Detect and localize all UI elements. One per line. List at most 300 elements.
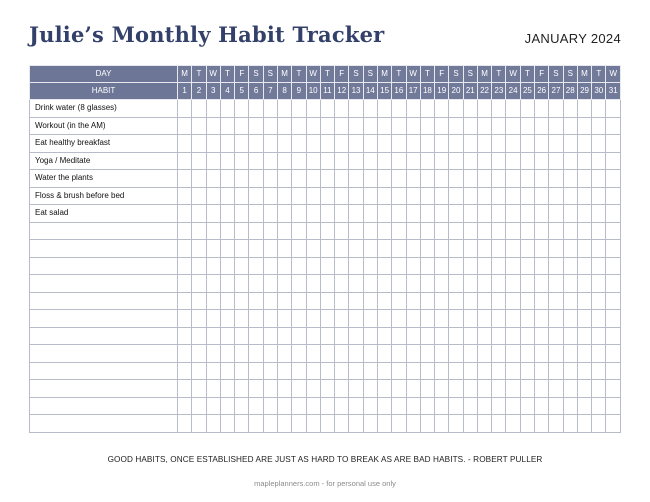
checkbox-cell[interactable] [477, 170, 491, 188]
checkbox-cell[interactable] [520, 380, 534, 398]
checkbox-cell[interactable] [263, 257, 277, 275]
checkbox-cell[interactable] [592, 240, 606, 258]
checkbox-cell[interactable] [606, 257, 621, 275]
checkbox-cell[interactable] [406, 275, 420, 293]
checkbox-cell[interactable] [549, 222, 563, 240]
checkbox-cell[interactable] [320, 397, 334, 415]
checkbox-cell[interactable] [535, 222, 549, 240]
checkbox-cell[interactable] [563, 187, 577, 205]
checkbox-cell[interactable] [577, 240, 591, 258]
checkbox-cell[interactable] [449, 240, 463, 258]
checkbox-cell[interactable] [320, 240, 334, 258]
checkbox-cell[interactable] [363, 415, 377, 433]
checkbox-cell[interactable] [549, 100, 563, 118]
checkbox-cell[interactable] [335, 135, 349, 153]
checkbox-cell[interactable] [320, 362, 334, 380]
checkbox-cell[interactable] [320, 257, 334, 275]
checkbox-cell[interactable] [220, 205, 234, 223]
checkbox-cell[interactable] [435, 345, 449, 363]
checkbox-cell[interactable] [492, 397, 506, 415]
checkbox-cell[interactable] [178, 257, 192, 275]
checkbox-cell[interactable] [506, 362, 520, 380]
checkbox-cell[interactable] [520, 187, 534, 205]
checkbox-cell[interactable] [220, 257, 234, 275]
checkbox-cell[interactable] [320, 275, 334, 293]
checkbox-cell[interactable] [206, 292, 220, 310]
checkbox-cell[interactable] [477, 345, 491, 363]
checkbox-cell[interactable] [277, 135, 291, 153]
checkbox-cell[interactable] [335, 222, 349, 240]
checkbox-cell[interactable] [263, 205, 277, 223]
habit-name-cell[interactable] [30, 310, 178, 328]
checkbox-cell[interactable] [192, 327, 206, 345]
checkbox-cell[interactable] [592, 275, 606, 293]
checkbox-cell[interactable] [477, 327, 491, 345]
checkbox-cell[interactable] [592, 152, 606, 170]
checkbox-cell[interactable] [249, 345, 263, 363]
checkbox-cell[interactable] [178, 345, 192, 363]
checkbox-cell[interactable] [549, 117, 563, 135]
checkbox-cell[interactable] [449, 397, 463, 415]
checkbox-cell[interactable] [492, 275, 506, 293]
checkbox-cell[interactable] [220, 362, 234, 380]
checkbox-cell[interactable] [178, 292, 192, 310]
checkbox-cell[interactable] [320, 152, 334, 170]
checkbox-cell[interactable] [435, 187, 449, 205]
checkbox-cell[interactable] [606, 310, 621, 328]
checkbox-cell[interactable] [292, 117, 306, 135]
checkbox-cell[interactable] [477, 205, 491, 223]
checkbox-cell[interactable] [549, 310, 563, 328]
checkbox-cell[interactable] [563, 275, 577, 293]
checkbox-cell[interactable] [435, 380, 449, 398]
checkbox-cell[interactable] [178, 327, 192, 345]
checkbox-cell[interactable] [192, 152, 206, 170]
checkbox-cell[interactable] [435, 397, 449, 415]
checkbox-cell[interactable] [449, 222, 463, 240]
checkbox-cell[interactable] [577, 275, 591, 293]
checkbox-cell[interactable] [377, 117, 391, 135]
checkbox-cell[interactable] [220, 415, 234, 433]
checkbox-cell[interactable] [206, 100, 220, 118]
checkbox-cell[interactable] [492, 100, 506, 118]
checkbox-cell[interactable] [435, 135, 449, 153]
checkbox-cell[interactable] [506, 240, 520, 258]
checkbox-cell[interactable] [392, 152, 406, 170]
checkbox-cell[interactable] [592, 170, 606, 188]
checkbox-cell[interactable] [363, 257, 377, 275]
checkbox-cell[interactable] [420, 397, 434, 415]
checkbox-cell[interactable] [420, 257, 434, 275]
checkbox-cell[interactable] [420, 100, 434, 118]
checkbox-cell[interactable] [220, 345, 234, 363]
checkbox-cell[interactable] [335, 205, 349, 223]
checkbox-cell[interactable] [335, 362, 349, 380]
checkbox-cell[interactable] [277, 152, 291, 170]
checkbox-cell[interactable] [420, 415, 434, 433]
checkbox-cell[interactable] [292, 205, 306, 223]
checkbox-cell[interactable] [349, 100, 363, 118]
checkbox-cell[interactable] [306, 117, 320, 135]
checkbox-cell[interactable] [263, 152, 277, 170]
checkbox-cell[interactable] [492, 135, 506, 153]
checkbox-cell[interactable] [463, 292, 477, 310]
checkbox-cell[interactable] [235, 397, 249, 415]
checkbox-cell[interactable] [220, 380, 234, 398]
checkbox-cell[interactable] [406, 380, 420, 398]
checkbox-cell[interactable] [292, 187, 306, 205]
checkbox-cell[interactable] [363, 345, 377, 363]
checkbox-cell[interactable] [320, 292, 334, 310]
checkbox-cell[interactable] [235, 275, 249, 293]
checkbox-cell[interactable] [563, 362, 577, 380]
checkbox-cell[interactable] [535, 117, 549, 135]
checkbox-cell[interactable] [306, 135, 320, 153]
checkbox-cell[interactable] [235, 310, 249, 328]
checkbox-cell[interactable] [349, 187, 363, 205]
checkbox-cell[interactable] [392, 327, 406, 345]
checkbox-cell[interactable] [292, 240, 306, 258]
habit-name-cell[interactable] [30, 205, 178, 223]
checkbox-cell[interactable] [377, 100, 391, 118]
checkbox-cell[interactable] [577, 117, 591, 135]
checkbox-cell[interactable] [249, 327, 263, 345]
checkbox-cell[interactable] [249, 205, 263, 223]
checkbox-cell[interactable] [520, 397, 534, 415]
checkbox-cell[interactable] [206, 170, 220, 188]
checkbox-cell[interactable] [292, 397, 306, 415]
checkbox-cell[interactable] [263, 170, 277, 188]
checkbox-cell[interactable] [192, 275, 206, 293]
habit-name-cell[interactable] [30, 415, 178, 433]
checkbox-cell[interactable] [449, 327, 463, 345]
checkbox-cell[interactable] [435, 362, 449, 380]
checkbox-cell[interactable] [520, 100, 534, 118]
checkbox-cell[interactable] [535, 100, 549, 118]
checkbox-cell[interactable] [577, 310, 591, 328]
checkbox-cell[interactable] [363, 275, 377, 293]
checkbox-cell[interactable] [463, 170, 477, 188]
checkbox-cell[interactable] [277, 275, 291, 293]
checkbox-cell[interactable] [535, 275, 549, 293]
checkbox-cell[interactable] [349, 152, 363, 170]
checkbox-cell[interactable] [277, 100, 291, 118]
checkbox-cell[interactable] [449, 275, 463, 293]
checkbox-cell[interactable] [363, 397, 377, 415]
checkbox-cell[interactable] [535, 257, 549, 275]
checkbox-cell[interactable] [520, 240, 534, 258]
checkbox-cell[interactable] [249, 380, 263, 398]
checkbox-cell[interactable] [420, 275, 434, 293]
checkbox-cell[interactable] [235, 345, 249, 363]
checkbox-cell[interactable] [335, 152, 349, 170]
checkbox-cell[interactable] [477, 380, 491, 398]
checkbox-cell[interactable] [406, 327, 420, 345]
checkbox-cell[interactable] [277, 257, 291, 275]
checkbox-cell[interactable] [349, 380, 363, 398]
checkbox-cell[interactable] [606, 222, 621, 240]
checkbox-cell[interactable] [349, 397, 363, 415]
checkbox-cell[interactable] [563, 170, 577, 188]
checkbox-cell[interactable] [277, 310, 291, 328]
checkbox-cell[interactable] [235, 380, 249, 398]
checkbox-cell[interactable] [463, 397, 477, 415]
checkbox-cell[interactable] [549, 205, 563, 223]
checkbox-cell[interactable] [277, 205, 291, 223]
checkbox-cell[interactable] [306, 380, 320, 398]
checkbox-cell[interactable] [192, 257, 206, 275]
checkbox-cell[interactable] [420, 117, 434, 135]
checkbox-cell[interactable] [192, 362, 206, 380]
checkbox-cell[interactable] [420, 362, 434, 380]
checkbox-cell[interactable] [606, 170, 621, 188]
checkbox-cell[interactable] [377, 362, 391, 380]
checkbox-cell[interactable] [506, 310, 520, 328]
checkbox-cell[interactable] [435, 222, 449, 240]
checkbox-cell[interactable] [592, 362, 606, 380]
checkbox-cell[interactable] [477, 415, 491, 433]
checkbox-cell[interactable] [206, 257, 220, 275]
checkbox-cell[interactable] [277, 187, 291, 205]
checkbox-cell[interactable] [506, 380, 520, 398]
checkbox-cell[interactable] [492, 292, 506, 310]
checkbox-cell[interactable] [549, 240, 563, 258]
checkbox-cell[interactable] [235, 292, 249, 310]
checkbox-cell[interactable] [363, 187, 377, 205]
checkbox-cell[interactable] [592, 222, 606, 240]
checkbox-cell[interactable] [206, 152, 220, 170]
checkbox-cell[interactable] [320, 117, 334, 135]
checkbox-cell[interactable] [235, 170, 249, 188]
checkbox-cell[interactable] [406, 100, 420, 118]
checkbox-cell[interactable] [263, 397, 277, 415]
checkbox-cell[interactable] [377, 240, 391, 258]
checkbox-cell[interactable] [306, 257, 320, 275]
checkbox-cell[interactable] [292, 222, 306, 240]
checkbox-cell[interactable] [477, 257, 491, 275]
checkbox-cell[interactable] [492, 380, 506, 398]
checkbox-cell[interactable] [577, 187, 591, 205]
checkbox-cell[interactable] [406, 170, 420, 188]
checkbox-cell[interactable] [292, 292, 306, 310]
checkbox-cell[interactable] [592, 100, 606, 118]
checkbox-cell[interactable] [277, 170, 291, 188]
habit-name-cell[interactable] [30, 345, 178, 363]
habit-name-cell[interactable] [30, 397, 178, 415]
checkbox-cell[interactable] [192, 135, 206, 153]
checkbox-cell[interactable] [577, 327, 591, 345]
checkbox-cell[interactable] [463, 152, 477, 170]
checkbox-cell[interactable] [235, 222, 249, 240]
checkbox-cell[interactable] [377, 345, 391, 363]
checkbox-cell[interactable] [377, 187, 391, 205]
checkbox-cell[interactable] [220, 292, 234, 310]
checkbox-cell[interactable] [206, 205, 220, 223]
checkbox-cell[interactable] [520, 275, 534, 293]
checkbox-cell[interactable] [178, 415, 192, 433]
checkbox-cell[interactable] [235, 327, 249, 345]
checkbox-cell[interactable] [235, 187, 249, 205]
checkbox-cell[interactable] [492, 205, 506, 223]
checkbox-cell[interactable] [406, 292, 420, 310]
checkbox-cell[interactable] [235, 100, 249, 118]
checkbox-cell[interactable] [535, 310, 549, 328]
checkbox-cell[interactable] [192, 310, 206, 328]
checkbox-cell[interactable] [606, 135, 621, 153]
checkbox-cell[interactable] [263, 135, 277, 153]
checkbox-cell[interactable] [577, 292, 591, 310]
checkbox-cell[interactable] [449, 292, 463, 310]
checkbox-cell[interactable] [549, 415, 563, 433]
checkbox-cell[interactable] [363, 292, 377, 310]
checkbox-cell[interactable] [577, 170, 591, 188]
habit-name-cell[interactable] [30, 327, 178, 345]
checkbox-cell[interactable] [320, 100, 334, 118]
checkbox-cell[interactable] [306, 362, 320, 380]
checkbox-cell[interactable] [592, 345, 606, 363]
checkbox-cell[interactable] [392, 345, 406, 363]
checkbox-cell[interactable] [392, 397, 406, 415]
checkbox-cell[interactable] [420, 292, 434, 310]
checkbox-cell[interactable] [449, 415, 463, 433]
checkbox-cell[interactable] [263, 415, 277, 433]
checkbox-cell[interactable] [435, 205, 449, 223]
checkbox-cell[interactable] [520, 327, 534, 345]
checkbox-cell[interactable] [335, 397, 349, 415]
checkbox-cell[interactable] [563, 117, 577, 135]
checkbox-cell[interactable] [249, 187, 263, 205]
checkbox-cell[interactable] [606, 117, 621, 135]
checkbox-cell[interactable] [477, 292, 491, 310]
checkbox-cell[interactable] [435, 415, 449, 433]
checkbox-cell[interactable] [306, 205, 320, 223]
checkbox-cell[interactable] [349, 292, 363, 310]
checkbox-cell[interactable] [206, 362, 220, 380]
checkbox-cell[interactable] [178, 117, 192, 135]
checkbox-cell[interactable] [220, 397, 234, 415]
checkbox-cell[interactable] [392, 117, 406, 135]
habit-name-cell[interactable] [30, 170, 178, 188]
habit-name-cell[interactable] [30, 100, 178, 118]
checkbox-cell[interactable] [335, 257, 349, 275]
checkbox-cell[interactable] [520, 292, 534, 310]
checkbox-cell[interactable] [549, 135, 563, 153]
checkbox-cell[interactable] [306, 292, 320, 310]
checkbox-cell[interactable] [606, 345, 621, 363]
checkbox-cell[interactable] [549, 327, 563, 345]
checkbox-cell[interactable] [335, 117, 349, 135]
checkbox-cell[interactable] [335, 275, 349, 293]
checkbox-cell[interactable] [449, 380, 463, 398]
checkbox-cell[interactable] [178, 222, 192, 240]
checkbox-cell[interactable] [220, 222, 234, 240]
checkbox-cell[interactable] [435, 310, 449, 328]
checkbox-cell[interactable] [306, 415, 320, 433]
checkbox-cell[interactable] [420, 222, 434, 240]
checkbox-cell[interactable] [363, 205, 377, 223]
habit-name-cell[interactable] [30, 240, 178, 258]
habit-name-cell[interactable] [30, 187, 178, 205]
checkbox-cell[interactable] [563, 222, 577, 240]
checkbox-cell[interactable] [463, 222, 477, 240]
checkbox-cell[interactable] [349, 240, 363, 258]
checkbox-cell[interactable] [192, 187, 206, 205]
checkbox-cell[interactable] [263, 292, 277, 310]
checkbox-cell[interactable] [506, 135, 520, 153]
checkbox-cell[interactable] [492, 415, 506, 433]
checkbox-cell[interactable] [349, 415, 363, 433]
checkbox-cell[interactable] [263, 275, 277, 293]
checkbox-cell[interactable] [263, 187, 277, 205]
checkbox-cell[interactable] [192, 292, 206, 310]
checkbox-cell[interactable] [392, 222, 406, 240]
checkbox-cell[interactable] [392, 415, 406, 433]
checkbox-cell[interactable] [349, 310, 363, 328]
checkbox-cell[interactable] [577, 257, 591, 275]
checkbox-cell[interactable] [463, 100, 477, 118]
checkbox-cell[interactable] [492, 362, 506, 380]
checkbox-cell[interactable] [306, 310, 320, 328]
checkbox-cell[interactable] [192, 170, 206, 188]
checkbox-cell[interactable] [178, 187, 192, 205]
checkbox-cell[interactable] [506, 415, 520, 433]
checkbox-cell[interactable] [577, 380, 591, 398]
checkbox-cell[interactable] [549, 397, 563, 415]
checkbox-cell[interactable] [306, 222, 320, 240]
checkbox-cell[interactable] [263, 345, 277, 363]
habit-name-cell[interactable] [30, 117, 178, 135]
checkbox-cell[interactable] [206, 135, 220, 153]
checkbox-cell[interactable] [263, 310, 277, 328]
checkbox-cell[interactable] [435, 117, 449, 135]
checkbox-cell[interactable] [520, 345, 534, 363]
checkbox-cell[interactable] [363, 380, 377, 398]
checkbox-cell[interactable] [363, 310, 377, 328]
checkbox-cell[interactable] [263, 222, 277, 240]
checkbox-cell[interactable] [206, 310, 220, 328]
checkbox-cell[interactable] [178, 380, 192, 398]
checkbox-cell[interactable] [206, 222, 220, 240]
checkbox-cell[interactable] [463, 205, 477, 223]
checkbox-cell[interactable] [449, 257, 463, 275]
habit-name-cell[interactable] [30, 152, 178, 170]
checkbox-cell[interactable] [520, 205, 534, 223]
checkbox-cell[interactable] [320, 135, 334, 153]
checkbox-cell[interactable] [549, 152, 563, 170]
habit-name-cell[interactable] [30, 222, 178, 240]
checkbox-cell[interactable] [178, 135, 192, 153]
checkbox-cell[interactable] [492, 187, 506, 205]
checkbox-cell[interactable] [306, 327, 320, 345]
checkbox-cell[interactable] [449, 205, 463, 223]
checkbox-cell[interactable] [192, 380, 206, 398]
checkbox-cell[interactable] [535, 205, 549, 223]
checkbox-cell[interactable] [277, 345, 291, 363]
checkbox-cell[interactable] [449, 345, 463, 363]
checkbox-cell[interactable] [392, 292, 406, 310]
checkbox-cell[interactable] [506, 397, 520, 415]
checkbox-cell[interactable] [277, 362, 291, 380]
checkbox-cell[interactable] [506, 257, 520, 275]
checkbox-cell[interactable] [220, 310, 234, 328]
checkbox-cell[interactable] [292, 380, 306, 398]
checkbox-cell[interactable] [178, 362, 192, 380]
checkbox-cell[interactable] [335, 170, 349, 188]
checkbox-cell[interactable] [463, 362, 477, 380]
checkbox-cell[interactable] [320, 345, 334, 363]
checkbox-cell[interactable] [263, 327, 277, 345]
checkbox-cell[interactable] [535, 187, 549, 205]
